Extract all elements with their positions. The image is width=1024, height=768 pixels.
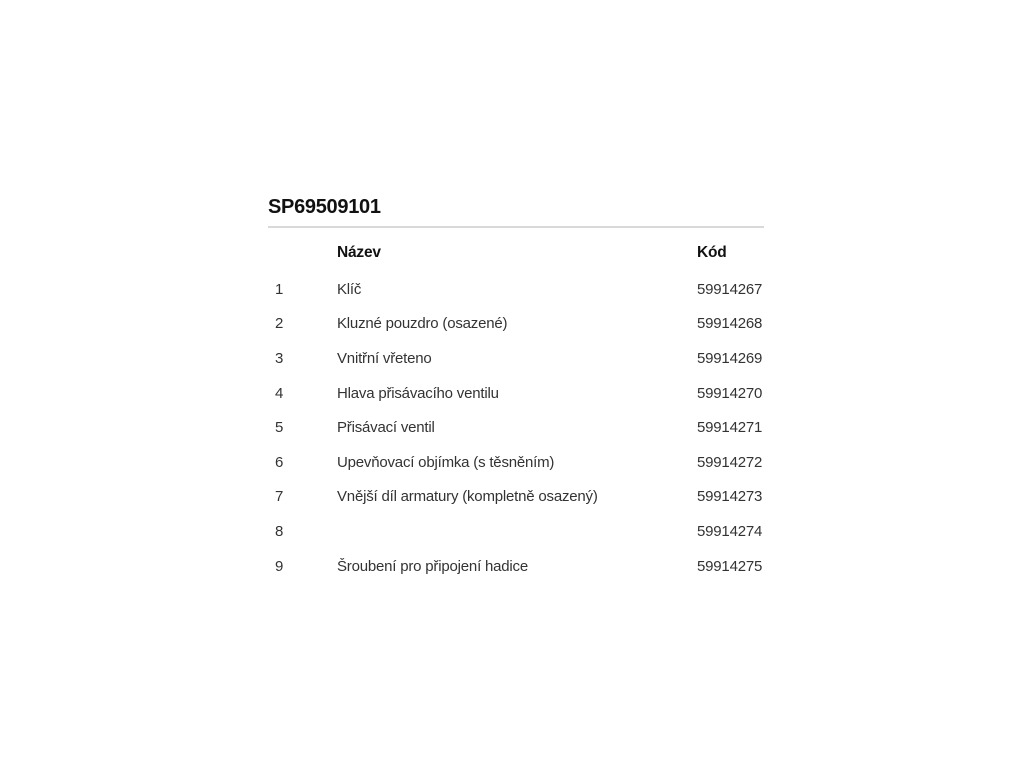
table-row — [268, 272, 764, 307]
table-header-row — [268, 234, 764, 272]
parts-table — [268, 234, 764, 583]
part-name: Přisávací ventil — [337, 419, 435, 437]
row-number: 9 — [275, 557, 284, 575]
table-row — [268, 514, 764, 549]
page-title: SP69509101 — [268, 196, 381, 218]
row-number: 8 — [275, 522, 284, 540]
part-name: Vnější díl armatury (kompletně osazený) — [337, 488, 598, 506]
row-number: 2 — [275, 315, 284, 333]
part-name: Klíč — [337, 280, 362, 298]
table-row — [268, 549, 764, 584]
part-code: 59914268 — [697, 315, 763, 333]
table-row — [268, 480, 764, 515]
part-name: Kluzné pouzdro (osazené) — [337, 315, 508, 333]
part-code: 59914269 — [697, 349, 763, 367]
table-row — [268, 376, 764, 411]
part-name: Upevňovací objímka (s těsněním) — [337, 453, 555, 471]
part-name: Hlava přisávacího ventilu — [337, 384, 499, 402]
part-code: 59914270 — [697, 384, 763, 402]
row-number: 3 — [275, 349, 284, 367]
parts-table-body — [268, 272, 764, 583]
col-header-nazev: Název — [337, 244, 381, 261]
table-row — [268, 341, 764, 376]
row-number: 7 — [275, 488, 284, 506]
row-number: 5 — [275, 419, 284, 437]
part-name: Šroubení pro připojení hadice — [337, 557, 529, 575]
part-code: 59914271 — [697, 419, 763, 437]
part-code: 59914275 — [697, 557, 763, 575]
table-row — [268, 410, 764, 445]
col-header-kod: Kód — [697, 244, 727, 261]
row-number: 1 — [275, 280, 284, 298]
table-row — [268, 307, 764, 342]
title-divider — [268, 226, 764, 228]
part-code: 59914274 — [697, 522, 763, 540]
row-number: 4 — [275, 384, 284, 402]
part-code: 59914267 — [697, 280, 763, 298]
row-number: 6 — [275, 453, 284, 471]
part-code: 59914272 — [697, 453, 763, 471]
part-code: 59914273 — [697, 488, 763, 506]
table-row — [268, 445, 764, 480]
part-name: Vnitřní vřeteno — [337, 349, 432, 367]
parts-list-sheet — [268, 197, 764, 583]
